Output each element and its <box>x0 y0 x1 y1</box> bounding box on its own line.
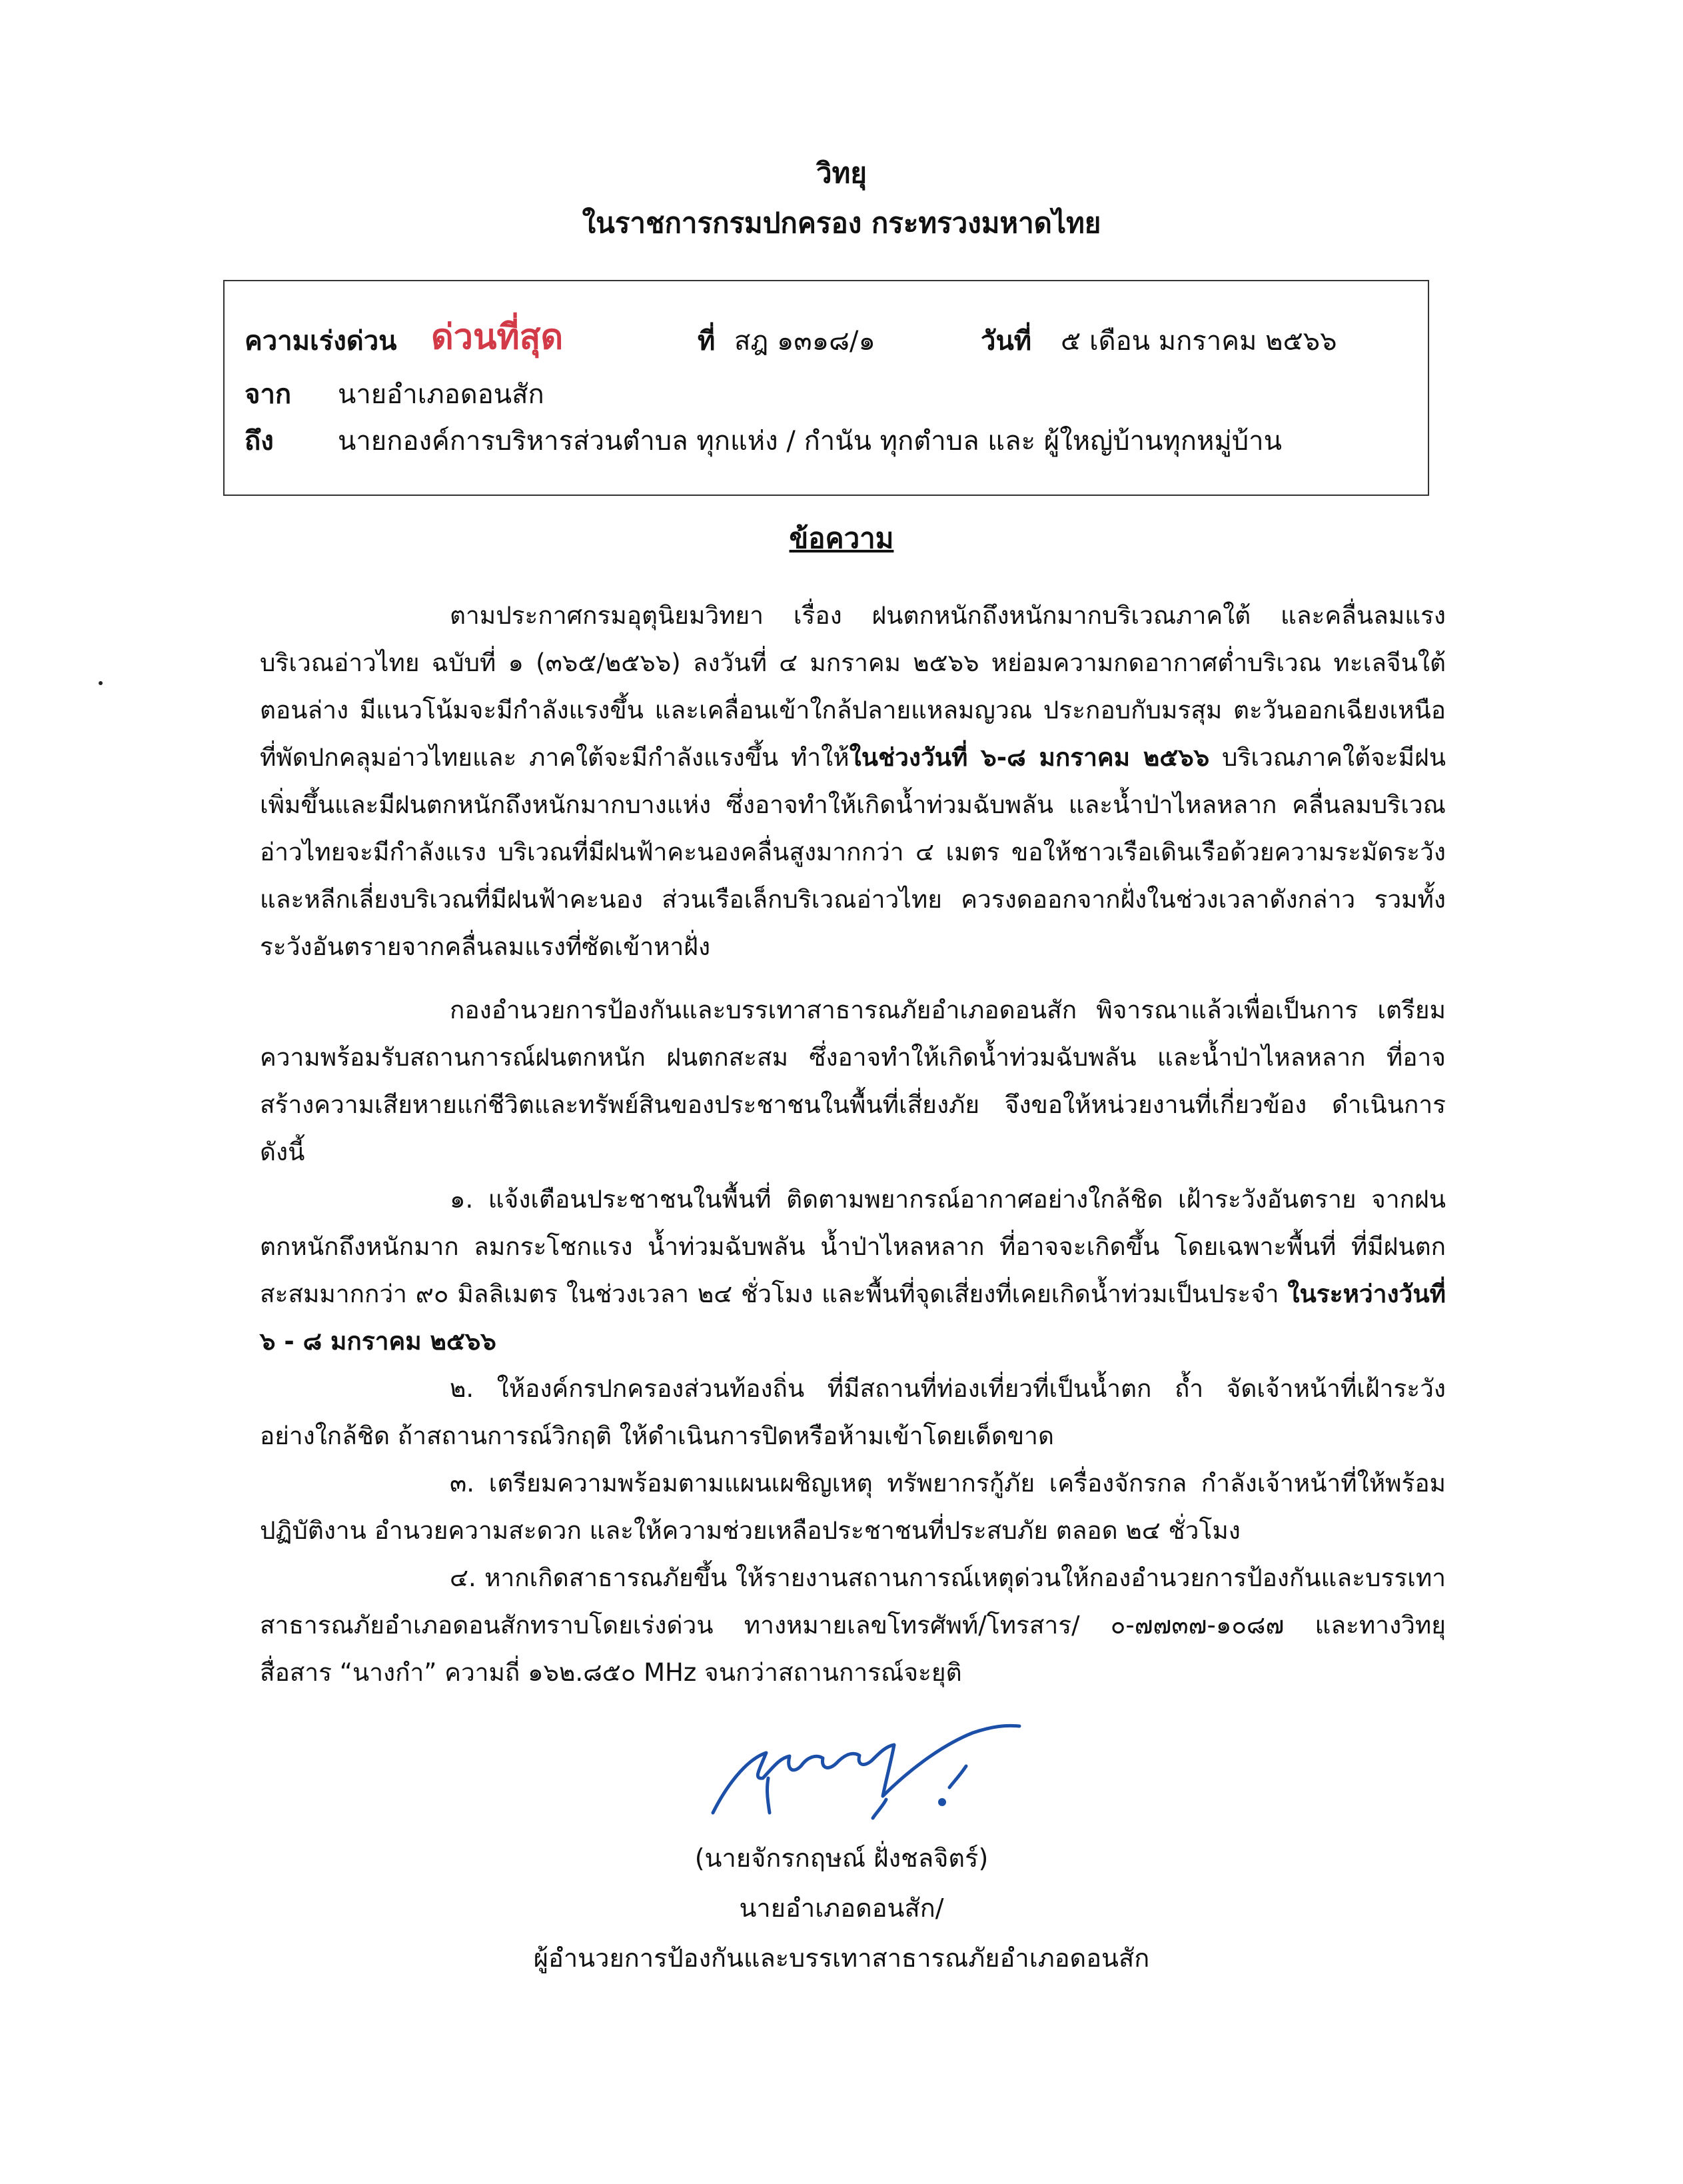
urgency-value: ด่วนที่สุด <box>431 317 564 357</box>
message-heading: ข้อความ <box>789 522 894 554</box>
signer-position-2: ผู้อำนวยการป้องกันและบรรเทาสาธารณภัยอำเภอดอนสัก <box>533 1943 1150 1973</box>
list-item-2: ๒. ให้องค์กรปกครองส่วนท้องถิ่น ที่มีสถานที่ท่องเที่ยวที่เป็นน้ำตก ถ้ำ จัดเจ้าหน้าที่เฝ้าระวัง อย่างใกล้ชิด ถ้าสถานการณ์วิกฤติ ให้ดำเนินการปิดหรือห้ามเข้าโดยเด็ดขาด <box>260 1374 1446 1450</box>
to-value: นายกองค์การบริหารส่วนตำบล ทุกแห่ง / กำนัน ทุกตำบล และ ผู้ใหญ่บ้านทุกหมู่บ้าน <box>338 426 1282 457</box>
list-item-3: ๓. เตรียมความพร้อมตามแผนเผชิญเหตุ ทรัพยากรกู้ภัย เครื่องจักรกล กำลังเจ้าหน้าที่ให้พร้อม ปฏิบัติงาน อำนวยความสะดวก และให้ความช่วยเหลือประชาชนที่ประสบภัย ตลอด ๒๔ ชั่วโมง <box>260 1469 1446 1545</box>
signature-image <box>686 1706 1033 1833</box>
number-value: สฎ ๑๓๑๘/๑ <box>734 326 875 357</box>
signer-name: (นายจักรกฤษณ์ ฝั่งชลจิตร์) <box>694 1843 989 1873</box>
urgency-label: ความเร่งด่วน <box>245 326 397 357</box>
paragraph-intro: กองอำนวยการป้องกันและบรรเทาสาธารณภัยอำเภอดอนสัก พิจารณาแล้วเพื่อเป็นการ เตรียมความพร้อมรับสถานการณ์ฝนตกหนัก ฝนตกสะสม ซึ่งอาจทำให้เกิดน้ำท่วมฉับพลัน และน้ำป่าไหลหลาก ที่อาจสร้างความเสียหายแก่ชีวิตและทรัพย์สินของประชาชนในพื้นที่เสี่ยงภัย จึงขอให้หน่วยงานที่เกี่ยวข้อง ดำเนินการดังนี้ <box>260 996 1446 1166</box>
list-item-4: ๔. หากเกิดสาธารณภัยขึ้น ให้รายงานสถานการณ์เหตุด่วนให้กองอำนวยการป้องกันและบรรเทา สาธารณภัยอำเภอดอนสักทราบโดยเร่งด่วน ทางหมายเลขโทรศัพท์/โทรสาร/ ๐-๗๗๓๗-๑๐๘๗ และทางวิทยุ สื่อสาร “นางกำ” ความถี่ ๑๖๒.๘๕๐ MHz จนกว่าสถานการณ์จะยุติ <box>260 1564 1446 1687</box>
scan-speck <box>99 681 103 685</box>
paragraph-announcement: ตามประกาศกรมอุตุนิยมวิทยา เรื่อง ฝนตกหนักถึงหนักมากบริเวณภาคใต้ และคลื่นลมแรง บริเวณอ่าวไทย ฉบับที่ ๑ (๓๖๕/๒๕๖๖) ลงวันที่ ๔ มกราคม ๒๕๖๖ หย่อมความกดอากาศต่ำบริเวณ ทะเลจีนใต้ตอนล่าง มีแนวโน้มจะมีกำลังแรงขึ้น และเคลื่อนเข้าใกล้ปลายแหลมญวณ ประกอบกับมรสุม ตะวันออกเฉียงเหนือที่พัดปกคลุมอ่าวไทยและ ภาคใต้จะมีกำลังแรงขึ้น ทำให้ในช่วงวันที่ ๖-๘ มกราคม ๒๕๖๖ บริเวณภาคใต้จะมีฝนเพิ่มขึ้นและมีฝนตกหนักถึงหนักมากบางแห่ง ซึ่งอาจทำให้เกิดน้ำท่วมฉับพลัน และน้ำป่าไหลหลาก คลื่นลมบริเวณอ่าวไทยจะมีกำลังแรง บริเวณที่มีฝนฟ้าคะนองคลื่นสูงมากกว่า ๔ เมตร ขอให้ชาวเรือเดินเรือด้วยความระมัดระวัง และหลีกเลี่ยงบริเวณที่มีฝนฟ้าคะนอง ส่วนเรือเล็กบริเวณอ่าวไทย ควรงดออกจากฝั่งในช่วงเวลาดังกล่าว รวมทั้งระวังอันตรายจากคลื่นลมแรงที่ซัดเข้าหาฝั่ง <box>260 601 1446 961</box>
header-box <box>223 280 1429 496</box>
from-label: จาก <box>245 379 292 410</box>
document-title: วิทยุ <box>816 157 867 189</box>
list-item-1: ๑. แจ้งเตือนประชาชนในพื้นที่ ติดตามพยากรณ์อากาศอย่างใกล้ชิด เฝ้าระวังอันตราย จากฝนตกหนักถึงหนักมาก ลมกระโชกแรง น้ำท่วมฉับพลัน น้ำป่าไหลหลาก ที่อาจจะเกิดขึ้น โดยเฉพาะพื้นที่ ที่มีฝนตกสะสมมากกว่า ๙๐ มิลลิเมตร ในช่วงเวลา ๒๔ ชั่วโมง และพื้นที่จุดเสี่ยงที่เคยเกิดน้ำท่วมเป็นประจำ ในระหว่างวันที่ ๖ - ๘ มกราคม ๒๕๖๖ <box>260 1185 1446 1356</box>
to-label: ถึง <box>245 426 274 457</box>
from-value: นายอำเภอดอนสัก <box>338 379 544 410</box>
signer-position: นายอำเภอดอนสัก/ <box>739 1893 944 1923</box>
date-value: ๕ เดือน มกราคม ๒๕๖๖ <box>1061 326 1337 357</box>
number-label: ที่ <box>698 326 716 357</box>
date-label: วันที่ <box>981 326 1032 357</box>
paragraph-instructions <box>260 986 1446 1696</box>
document-subtitle: ในราชการกรมปกครอง กระทรวงมหาดไทย <box>582 207 1101 239</box>
